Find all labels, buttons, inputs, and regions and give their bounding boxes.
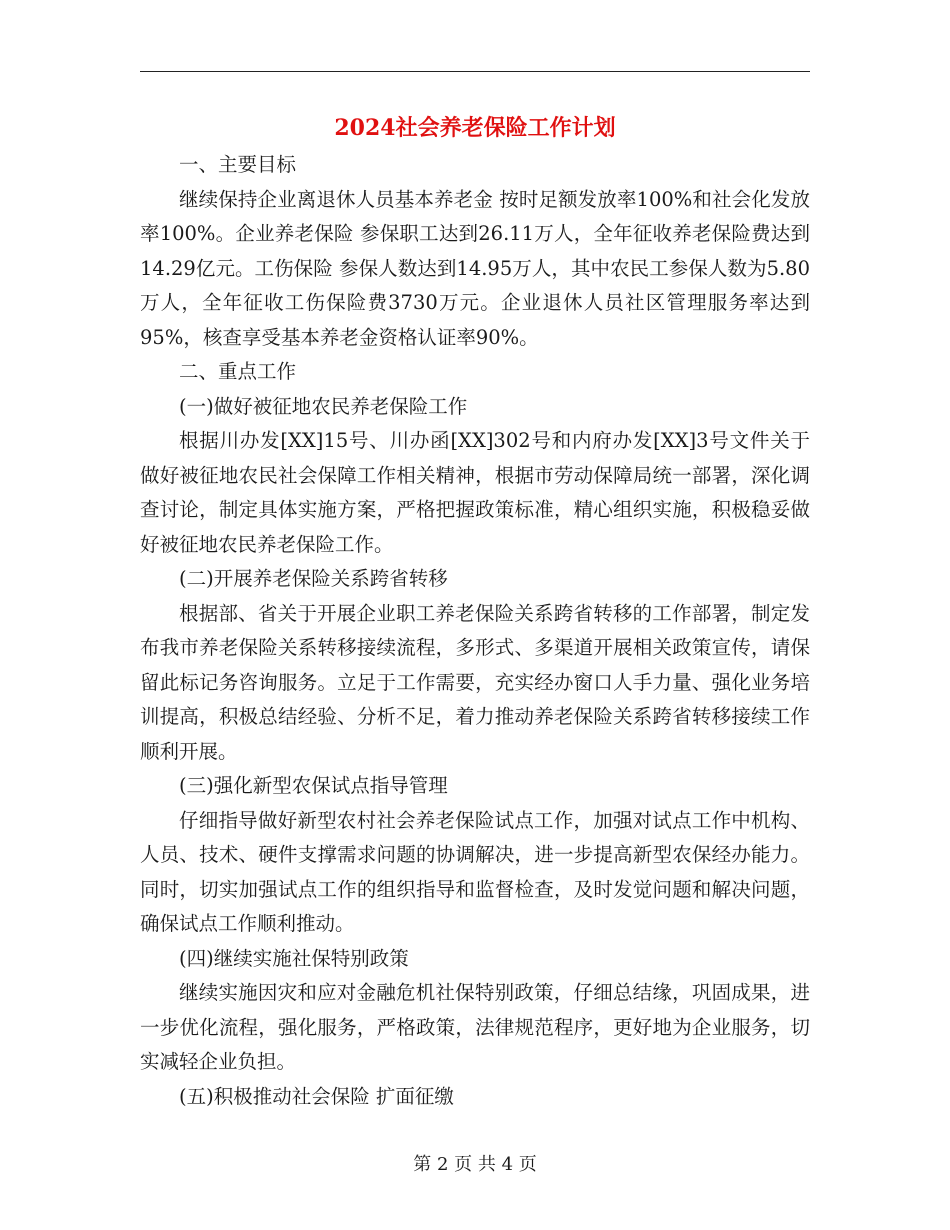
paragraph-item-2: 根据部、省关于开展企业职工养老保险关系跨省转移的工作部署，制定发布我市养老保险关系转移接续流程，多形式、多渠道开展相关政策宣传，请保留此标记务咨询服务。立足于工作需要，充实经办窗口人手力量、强化业务培训提高，积极总结经验、分析不足，着力推动养老保险关系跨省转移接续工作顺利开展。 [140, 601, 810, 763]
paragraph-item-4: 继续实施因灾和应对金融危机社保特别政策，仔细总结缘，巩固成果，进一步优化流程，强化服务，严格政策，法律规范程序，更好地为企业服务，切实减轻企业负担。 [140, 981, 810, 1073]
section-heading-key-work: 二、重点工作 [179, 360, 297, 383]
paragraph-main-goals: 继续保持企业离退休人员基本养老金 按时足额发放率100%和社会化发放率100%。企业养老保险 参保职工达到26.11万人，全年征收养老保险费达到14.29亿元。工伤保险 参保人数达到14.95万人，其中农民工参保人数为5.80万人，全年征收工伤保险费3730万元。企业退休人员社区管理服务率达到95%，核查享受基本养老金资格认证率90%。 [140, 187, 810, 349]
page-number-footer: 第 2 页 共 4 页 [413, 1154, 537, 1175]
document-title: 2024社会养老保险工作计划 [334, 115, 616, 141]
paragraph-item-1: 根据川办发[XX]15号、川办函[XX]302号和内府办发[XX]3号文件关于做好被征地农民社会保障工作相关精神，根据市劳动保障局统一部署，深化调查讨论，制定具体实施方案，严格把握政策标准，精心组织实施，积极稳妥做好被征地农民养老保险工作。 [140, 429, 810, 556]
subheading-item-5: (五)积极推动社会保险 扩面征缴 [179, 1084, 454, 1108]
subheading-item-4: (四)继续实施社保特别政策 [179, 946, 409, 970]
document-body [140, 148, 810, 1114]
subheading-item-1: (一)做好被征地农民养老保险工作 [179, 394, 468, 418]
paragraph-item-3: 仔细指导做好新型农村社会养老保险试点工作，加强对试点工作中机构、人员、技术、硬件支撑需求问题的协调解决，进一步提高新型农保经办能力。同时，切实加强试点工作的组织指导和监督检查，及时发觉问题和解决问题，确保试点工作顺利推动。 [140, 808, 810, 935]
subheading-item-3: (三)强化新型农保试点指导管理 [179, 774, 448, 797]
subheading-item-2: (二)开展养老保险关系跨省转移 [179, 567, 448, 590]
section-heading-main-goals: 一、主要目标 [179, 153, 297, 176]
header-rule [140, 71, 810, 72]
